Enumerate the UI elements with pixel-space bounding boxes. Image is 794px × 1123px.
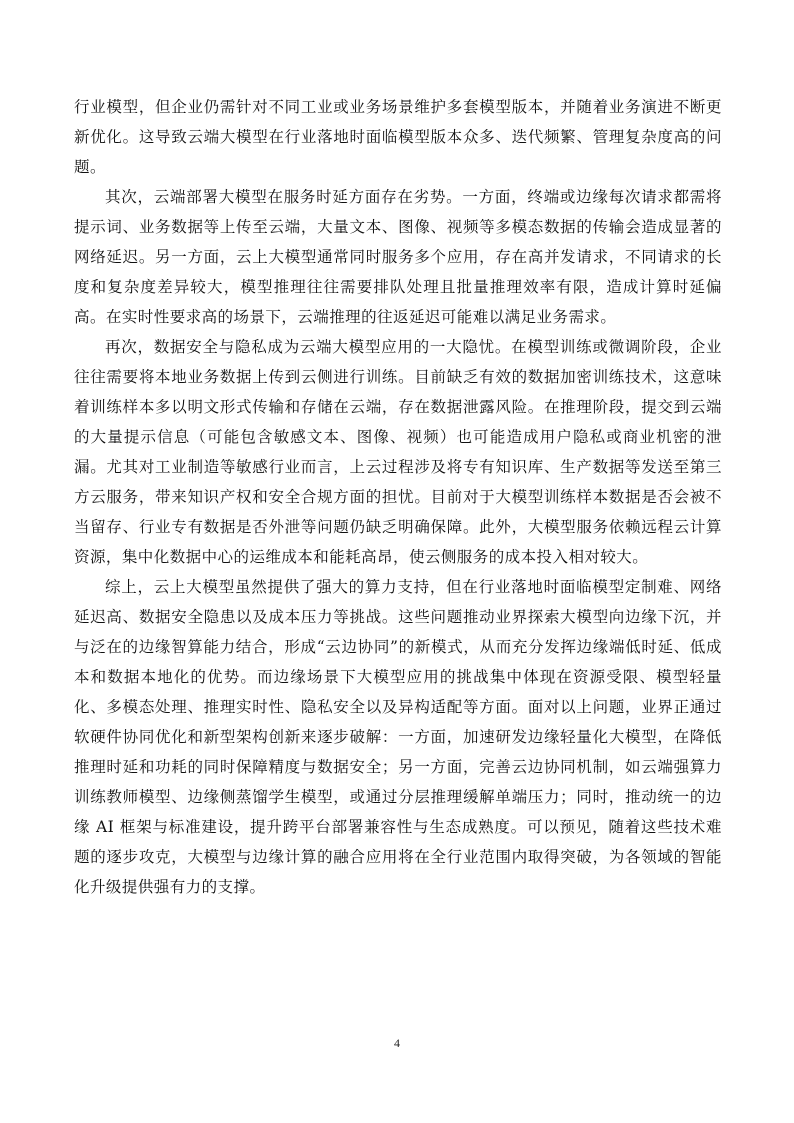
page-body (74, 92, 722, 902)
paragraph-latency: 其次，云端部署大模型在服务时延方面存在劣势。一方面，终端或边缘每次请求都需将提示词、业务数据等上传至云端，大量文本、图像、视频等多模态数据的传输会造成显著的网络延迟。另一方面，云上大模型通常同时服务多个应用，存在高并发请求，不同请求的长度和复杂度差异较大，模型推理往往需要排队处理且批量推理效率有限，造成计算时延偏高。在实时性要求高的场景下，云端推理的往返延迟可能难以满足业务需求。 (74, 188, 722, 326)
paragraph-summary: 综上，云上大模型虽然提供了强大的算力支持，但在行业落地时面临模型定制难、网络延迟高、数据安全隐患以及成本压力等挑战。这些问题推动业界探索大模型向边缘下沉，并与泛在的边缘智算能力结合，形成“云边协同”的新模式，从而充分发挥边缘端低时延、低成本和数据本地化的优势。而边缘场景下大模型应用的挑战集中体现在资源受限、模型轻量化、多模态处理、推理实时性、隐私安全以及异构适配等方面。面对以上问题，业界正通过软硬件协同优化和新型架构创新来逐步破解：一方面，加速研发边缘轻量化大模型，在降低推理时延和功耗的同时保障精度与数据安全；另一方面，完善云边协同机制，如云端强算力训练教师模型、边缘侧蒸馏学生模型，或通过分层推理缓解单端压力；同时，推动统一的边缘 AI 框架与标准建设，提升跨平台部署兼容性与生态成熟度。可以预见，随着这些技术难题的逐步攻克，大模型与边缘计算的融合应用将在全行业范围内取得突破，为各领域的智能化升级提供强有力的支撑。 (74, 578, 722, 896)
paragraph-data-security: 再次，数据安全与隐私成为云端大模型应用的一大隐忧。在模型训练或微调阶段，企业往往需要将本地业务数据上传到云侧进行训练。目前缺乏有效的数据加密训练技术，这意味着训练样本多以明文形式传输和存储在云端，存在数据泄露风险。在推理阶段，提交到云端的大量提示信息（可能包含敏感文本、图像、视频）也可能造成用户隐私或商业机密的泄漏。尤其对工业制造等敏感行业而言，上云过程涉及将专有知识库、生产数据等发送至第三方云服务，带来知识产权和安全合规方面的担忧。目前对于大模型训练样本数据是否会被不当留存、行业专有数据是否外泄等问题仍缺乏明确保障。此外，大模型服务依赖远程云计算资源，集中化数据中心的运维成本和能耗高昂，使云侧服务的成本投入相对较大。 (74, 338, 722, 566)
page-number: 4 (394, 1036, 400, 1050)
paragraph-continuation: 行业模型，但企业仍需针对不同工业或业务场景维护多套模型版本，并随着业务演进不断更新优化。这导致云端大模型在行业落地时面临模型版本众多、迭代频繁、管理复杂度高的问题。 (74, 98, 722, 176)
